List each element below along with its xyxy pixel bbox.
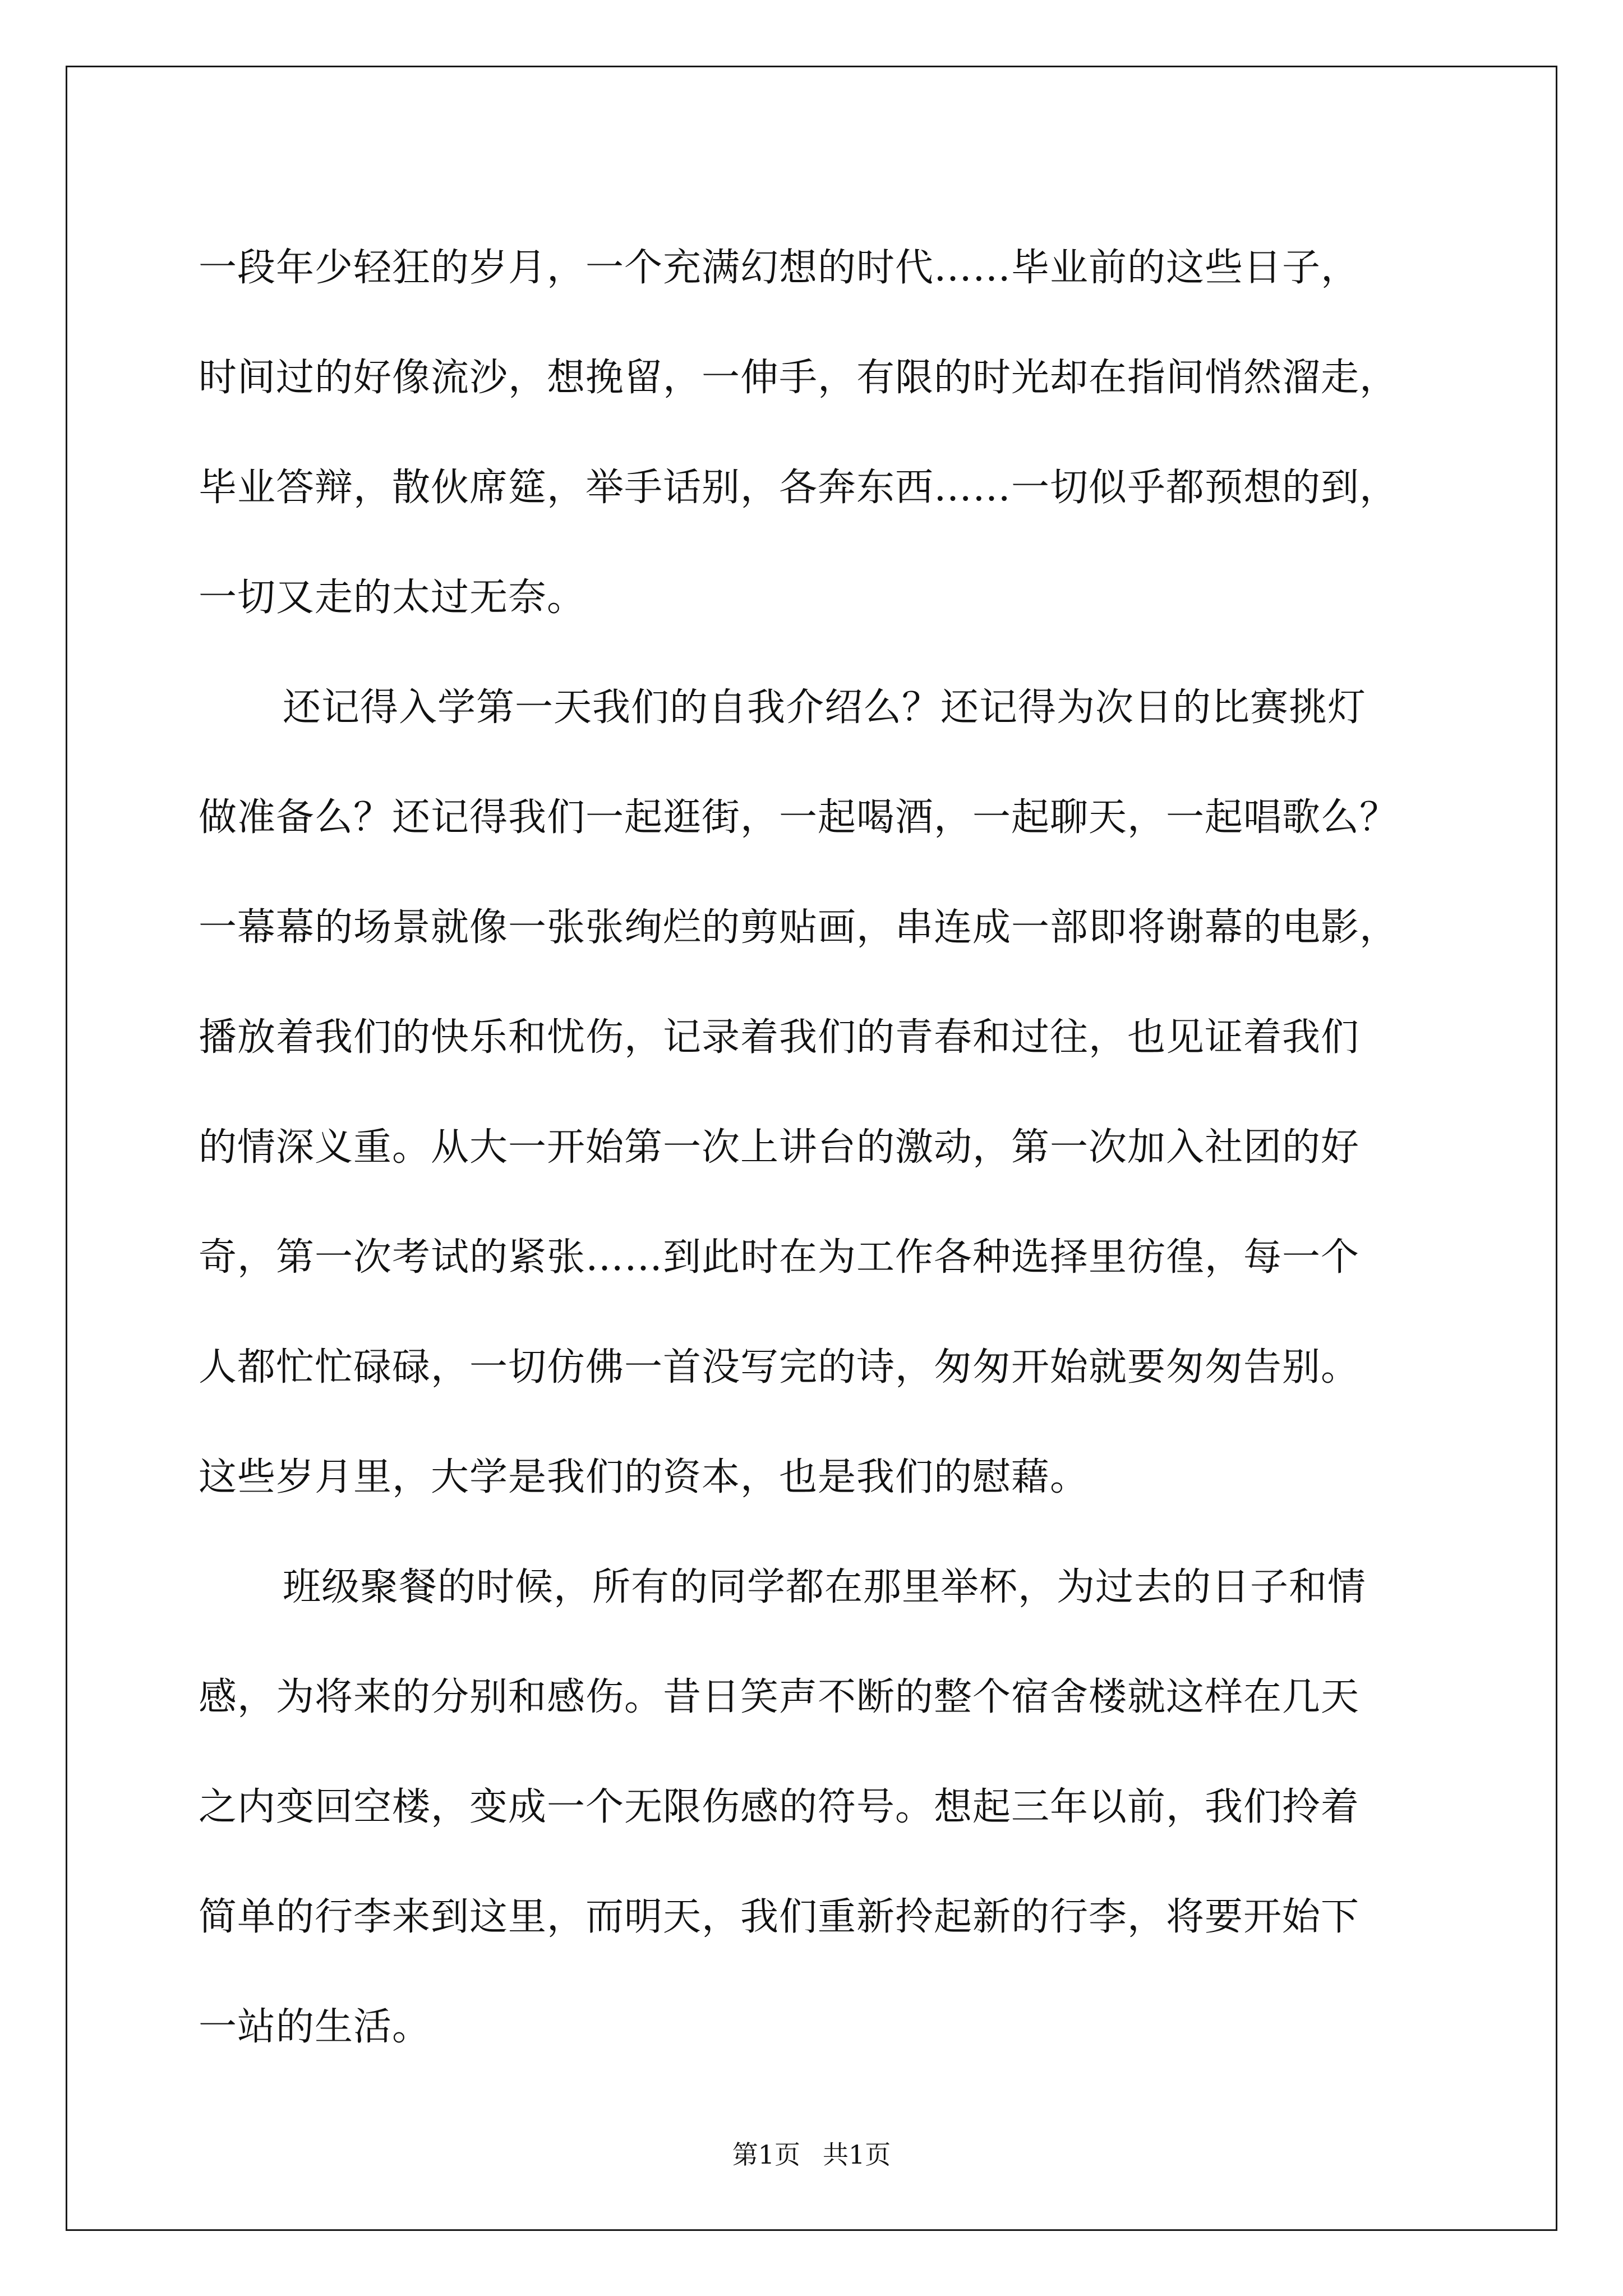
text-line: 还记得入学第一天我们的自我介绍么？还记得为次日的比赛挑灯	[283, 685, 1367, 730]
text-line: 感，为将来的分别和感伤。昔日笑声不断的整个宿舍楼就这样在几天	[199, 1675, 1360, 1719]
text-line: 人都忙忙碌碌，一切仿佛一首没写完的诗，匆匆开始就要匆匆告别。	[199, 1345, 1360, 1389]
text-line: 之内变回空楼，变成一个无限伤感的符号。想起三年以前，我们拎着	[199, 1785, 1360, 1829]
text-line: 毕业答辩，散伙席筵，举手话别，各奔东西……一切似乎都预想的到，	[199, 466, 1399, 510]
text-line: 班级聚餐的时候，所有的同学都在那里举杯，为过去的日子和情	[283, 1565, 1367, 1609]
document-body	[199, 213, 1449, 2082]
page-footer	[0, 2134, 1623, 2171]
paragraph-1	[199, 213, 1449, 653]
paragraph-2	[199, 653, 1449, 1533]
text-line: 一站的生活。	[199, 2005, 431, 2049]
text-line: 奇，第一次考试的紧张……到此时在为工作各种选择里彷徨，每一个	[199, 1235, 1360, 1280]
text-line: 播放着我们的快乐和忧伤，记录着我们的青春和过往，也见证着我们	[199, 1015, 1360, 1060]
page-number: 第1页	[732, 2139, 800, 2170]
text-line: 一幕幕的场景就像一张张绚烂的剪贴画，串连成一部即将谢幕的电影，	[199, 905, 1399, 950]
text-line: 一段年少轻狂的岁月，一个充满幻想的时代……毕业前的这些日子，	[199, 246, 1360, 290]
text-line: 一切又走的太过无奈。	[199, 576, 586, 620]
text-line: 的情深义重。从大一开始第一次上讲台的激动，第一次加入社团的好	[199, 1125, 1360, 1170]
text-line: 简单的行李来到这里，而明天，我们重新拎起新的行李，将要开始下	[199, 1895, 1360, 1939]
paragraph-3	[199, 1533, 1449, 2082]
text-line: 这些岁月里，大学是我们的资本，也是我们的慰藉。	[199, 1455, 1089, 1499]
text-line: 做准备么？还记得我们一起逛街，一起喝酒，一起聊天，一起唱歌么？	[199, 795, 1399, 840]
text-line: 时间过的好像流沙，想挽留，一伸手，有限的时光却在指间悄然溜走，	[199, 356, 1399, 400]
page-total: 共1页	[823, 2139, 891, 2170]
